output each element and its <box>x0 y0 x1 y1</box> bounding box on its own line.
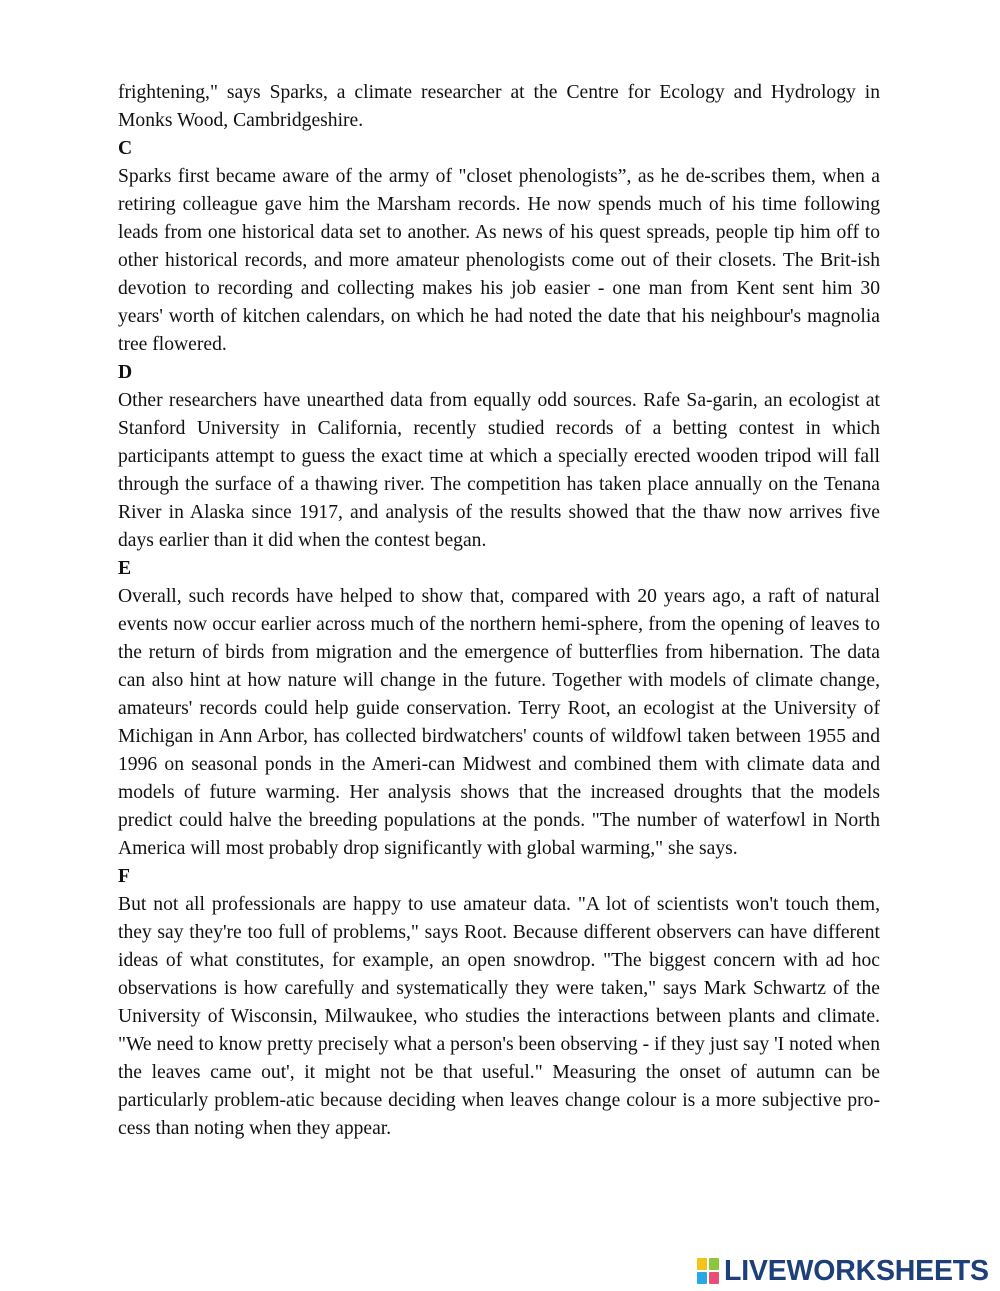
section-paragraph-c: Sparks first became aware of the army of "closet phenologists”, as he de-scribes them, when a retiring colleague gave him the Marsham records. He now spends much of his time following leads from one historical data set to another. As news of his quest spreads, people tip him off to other historical records, and more amateur phenologists come out of their closets. The Brit-ish devotion to recording and collecting makes his job easier - one man from Kent sent him 30 years' worth of kitchen calendars, on which he had noted the date that his neighbour's magnolia tree flowered. <box>118 166 880 355</box>
liveworksheets-logo-icon <box>697 1256 721 1286</box>
section-paragraph-d: Other researchers have unearthed data from equally odd sources. Rafe Sa-garin, an ecologist at Stanford University in California, recently studied records of a betting contest in which participants attempt to guess the exact time at which a specially erected wooden tripod will fall through the surface of a thawing river. The competition has taken place annually on the Tenana River in Alaska since 1917, and analysis of the results showed that the thaw now arrives five days earlier than it did when the contest began. <box>118 390 880 551</box>
section-heading-c: C <box>118 138 133 159</box>
section-heading-e: E <box>118 558 132 579</box>
section-paragraph-e: Overall, such records have helped to show that, compared with 20 years ago, a raft of natural events now occur earlier across much of the northern hemi-sphere, from the opening of leaves to the return of birds from migration and the emergence of butterflies from hibernation. The data can also hint at how nature will change in the future. Together with models of climate change, amateurs' records could help guide conservation. Terry Root, an ecologist at the University of Michigan in Ann Arbor, has collected birdwatchers' counts of wildfowl taken between 1955 and 1996 on seasonal ponds in the Ameri-can Midwest and combined them with climate data and models of future warming. Her analysis shows that the increased droughts that the models predict could halve the breeding populations at the ponds. "The number of waterfowl in North America will most probably drop significantly with global warming," she says. <box>118 586 880 859</box>
section-heading-d: D <box>118 362 133 383</box>
section-paragraph-f: But not all professionals are happy to use amateur data. "A lot of scientists won't touch them, they say they're too full of problems," says Root. Because different observers can have different ideas of what constitutes, for example, an open snowdrop. "The biggest concern with ad hoc observations is how carefully and systematically they were taken," says Mark Schwartz of the University of Wisconsin, Milwaukee, who studies the interactions between plants and climate. "We need to know pretty precisely what a person's been observing - if they just say 'I noted when the leaves came out', it might not be that useful." Measuring the onset of autumn can be particularly problem-atic because deciding when leaves change colour is a more subjective pro-cess than noting when they appear. <box>118 894 880 1139</box>
document-page <box>118 79 880 1143</box>
intro-paragraph: frightening," says Sparks, a climate researcher at the Centre for Ecology and Hydrology in Monks Wood, Cambridgeshire. <box>118 82 880 131</box>
section-heading-f: F <box>118 866 130 887</box>
liveworksheets-logo <box>697 1254 989 1288</box>
logo-wordmark: LIVEWORKSHEETS <box>724 1255 989 1287</box>
